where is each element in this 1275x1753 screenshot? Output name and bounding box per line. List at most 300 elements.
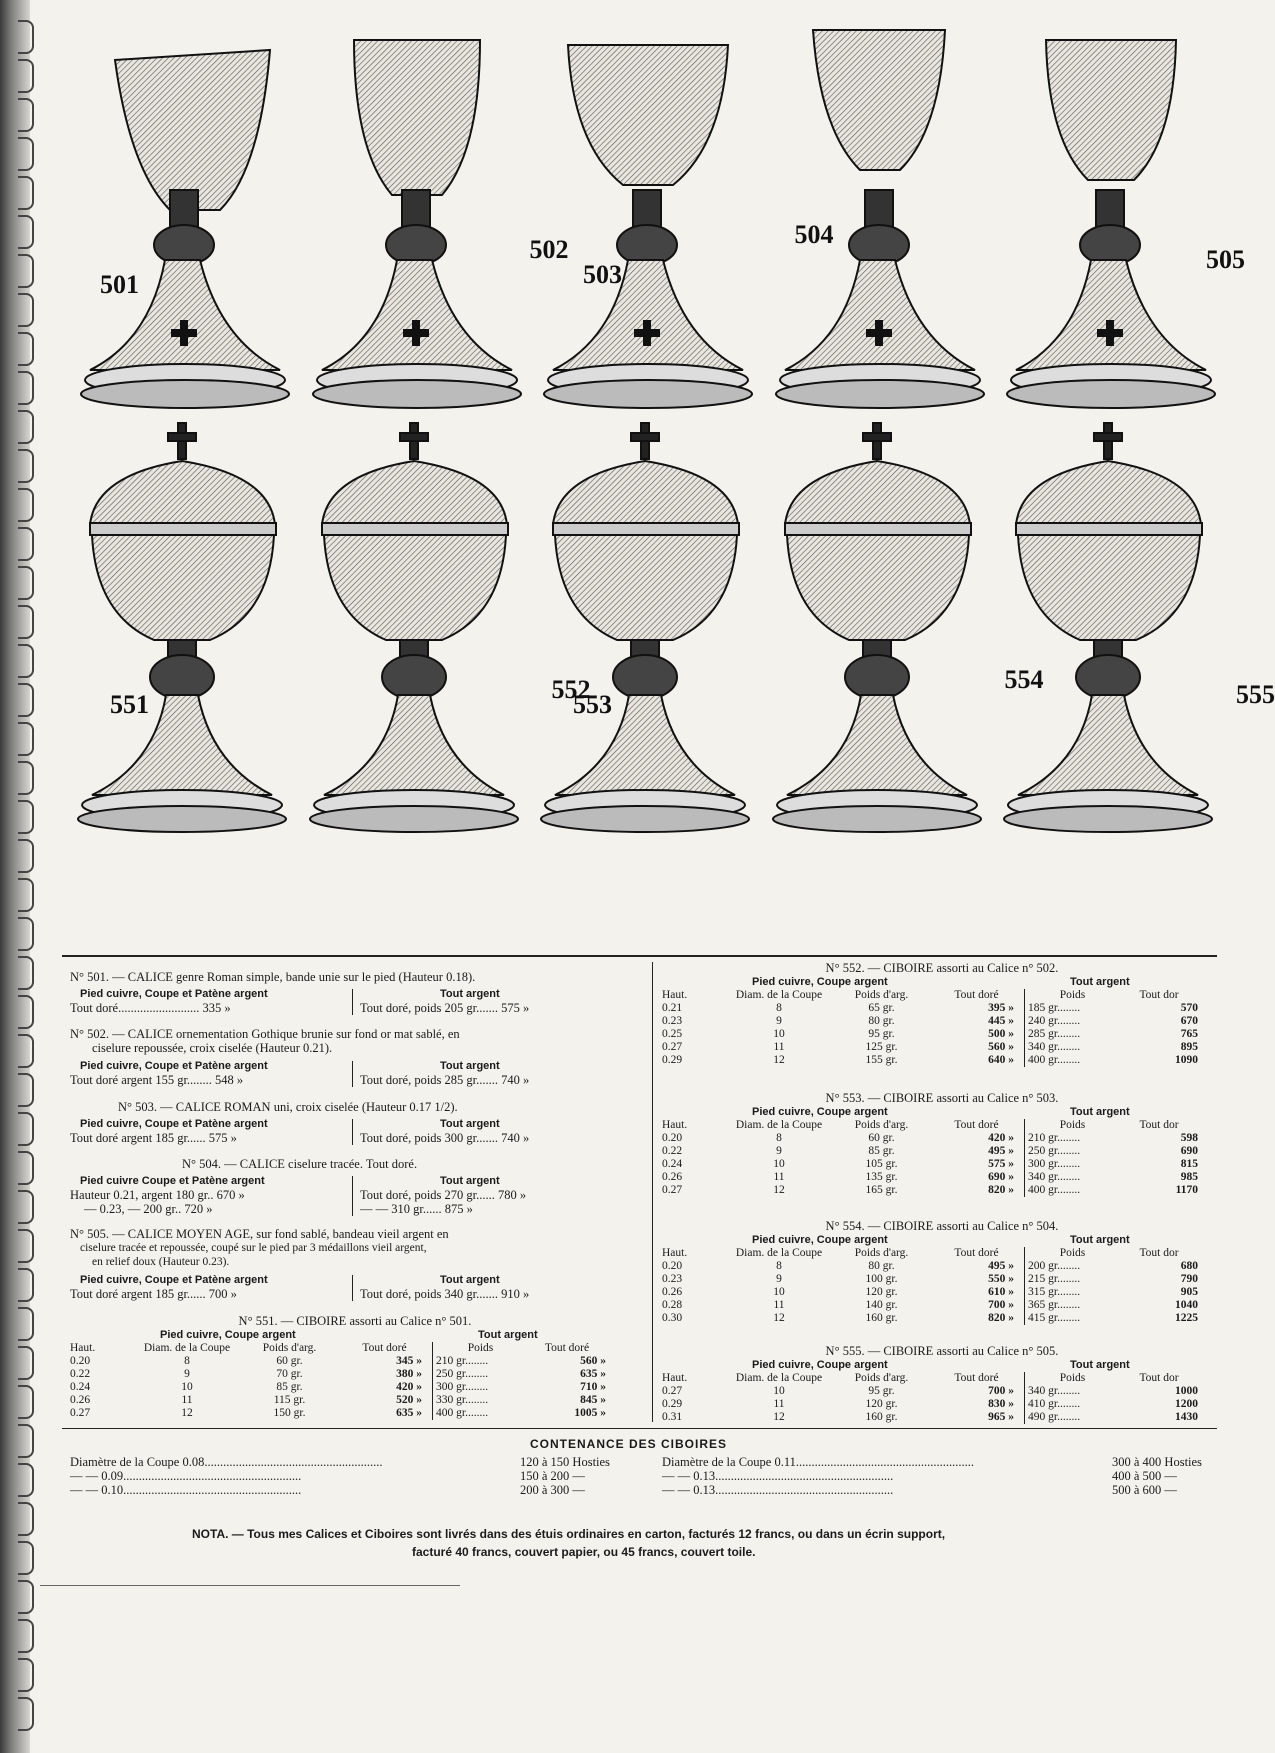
table-cell: 0.27 — [662, 1385, 683, 1397]
column-header: Diam. de la Coupe — [735, 1247, 823, 1259]
column-header: Diam. de la Coupe — [735, 989, 823, 1001]
binding-ring — [18, 410, 34, 444]
table-title: N° 555. — CIBOIRE assorti au Calice n° 505. — [825, 1344, 1059, 1358]
table-heading-right: Tout argent — [1070, 1234, 1130, 1246]
column-header: Tout dor — [1139, 1372, 1179, 1384]
binding-ring — [18, 917, 34, 951]
price-table — [70, 1342, 606, 1420]
column-header: Tout doré — [954, 1247, 999, 1259]
table-cell: 680 — [1180, 1260, 1198, 1272]
chalice-engraving — [70, 20, 294, 440]
section-rule — [62, 955, 1217, 957]
item-number: 551 — [110, 690, 149, 719]
table-cell: 0.27 — [662, 1041, 683, 1053]
table-cell: 670 — [1180, 1015, 1198, 1027]
table-cell: 8 — [776, 1002, 782, 1014]
left-price: Hauteur 0.21, argent 180 gr.. 670 » — [70, 1188, 245, 1202]
column-header: Tout dor — [1139, 989, 1179, 1001]
table-row — [662, 1260, 1198, 1273]
ciborium-engraving — [996, 415, 1220, 835]
contenance-diameter: — — 0.13......................................................... — [662, 1469, 894, 1483]
chalice-engraving — [302, 20, 526, 440]
table-cell: 0.20 — [662, 1260, 683, 1272]
table-row — [662, 1015, 1198, 1028]
chalice-illustrations — [70, 20, 1245, 440]
table-cell: 60 gr. — [868, 1132, 895, 1144]
table-title: N° 552. — CIBOIRE assorti au Calice n° 502. — [825, 961, 1059, 975]
binding-ring — [18, 644, 34, 678]
table-cell: 10 — [773, 1286, 785, 1298]
table-cell: 10 — [181, 1381, 193, 1393]
left-price-2: — 0.23, — 200 gr.. 720 » — [84, 1202, 213, 1216]
column-header: Tout doré — [954, 1119, 999, 1131]
binding-ring — [18, 722, 34, 756]
ciborium-555 — [996, 415, 1275, 840]
binding-ring — [18, 1658, 34, 1692]
table-cell: 410 gr........ — [1025, 1398, 1121, 1411]
binding-ring — [18, 878, 34, 912]
binding-ring — [18, 605, 34, 639]
column-header: Haut. — [662, 1119, 688, 1131]
table-cell: 9 — [776, 1015, 782, 1027]
table-cell: 95 gr. — [868, 1028, 895, 1040]
binding-ring — [18, 1346, 34, 1380]
binding-ring — [18, 332, 34, 366]
binding-ring — [18, 293, 34, 327]
binding-ring — [18, 137, 34, 171]
table-cell: 12 — [773, 1411, 785, 1423]
item-number: 505 — [1206, 245, 1245, 274]
table-cell: 490 gr........ — [1025, 1411, 1121, 1424]
contenance-hosts: 120 à 150 Hosties — [520, 1455, 610, 1469]
ciborium-table-555 — [662, 1345, 1222, 1424]
contenance-diameter: Diamètre de la Coupe 0.08......................................................... — [70, 1455, 383, 1469]
table-cell: 315 gr........ — [1025, 1286, 1121, 1299]
table-cell: 11 — [773, 1398, 785, 1410]
chalice-502 — [302, 20, 569, 440]
table-cell: 80 gr. — [868, 1015, 895, 1027]
table-cell: 285 gr........ — [1025, 1028, 1121, 1041]
table-cell: 820 » — [988, 1312, 1014, 1324]
column-header: Diam. de la Coupe — [735, 1372, 823, 1384]
left-heading: Pied cuivre, Coupe et Patène argent — [80, 1274, 268, 1286]
table-row — [662, 1145, 1198, 1158]
table-cell: 845 » — [580, 1394, 606, 1406]
chalice-505 — [996, 20, 1245, 440]
table-cell: 0.20 — [662, 1132, 683, 1144]
column-header: Haut. — [662, 989, 688, 1001]
column-header: Diam. de la Coupe — [143, 1342, 231, 1354]
table-cell: 0.27 — [70, 1407, 91, 1419]
ciborium-illustrations — [70, 415, 1275, 840]
binding-ring — [18, 1034, 34, 1068]
ciborium-engraving — [70, 415, 294, 835]
table-cell: 0.26 — [70, 1394, 91, 1406]
table-cell: 690 — [1180, 1145, 1198, 1157]
ciborium-table-553 — [662, 1092, 1222, 1197]
table-cell: 820 » — [988, 1184, 1014, 1196]
column-header: Poids — [1025, 1372, 1121, 1385]
left-price: Tout doré argent 185 gr...... 575 » — [70, 1131, 237, 1145]
table-row — [70, 1407, 606, 1420]
table-cell: 165 gr. — [865, 1184, 898, 1196]
ciborium-engraving — [533, 415, 757, 835]
contenance-hosts: 150 à 200 — — [520, 1469, 585, 1483]
table-cell: 420 » — [988, 1132, 1014, 1144]
table-cell: 815 — [1180, 1158, 1198, 1170]
binding-ring — [18, 176, 34, 210]
table-cell: 1430 — [1175, 1411, 1198, 1423]
table-heading-right: Tout argent — [478, 1329, 538, 1341]
column-header: Poids d'arg. — [854, 1372, 909, 1384]
entry-title: N° 502. — CALICE ornementation Gothique brunie sur fond or mat sablé, en — [70, 1027, 460, 1041]
column-header: Diam. de la Coupe — [735, 1119, 823, 1131]
table-cell: 12 — [773, 1054, 785, 1066]
binding-ring — [18, 20, 34, 54]
table-row — [662, 1286, 1198, 1299]
table-cell: 1040 — [1175, 1299, 1198, 1311]
table-cell: 570 — [1180, 1002, 1198, 1014]
contenance-title: CONTENANCE DES CIBOIRES — [530, 1437, 728, 1451]
item-number: 501 — [100, 270, 139, 299]
table-cell: 765 — [1180, 1028, 1198, 1040]
table-cell: 340 gr........ — [1025, 1171, 1121, 1184]
chalice-501 — [70, 20, 294, 440]
entry-title-continued-2: en relief doux (Hauteur 0.23). — [92, 1256, 230, 1268]
table-cell: 500 » — [988, 1028, 1014, 1040]
table-cell: 0.28 — [662, 1299, 683, 1311]
column-header: Tout doré — [954, 989, 999, 1001]
column-header: Haut. — [70, 1342, 96, 1354]
table-cell: 125 gr. — [865, 1041, 898, 1053]
table-row — [662, 1411, 1198, 1424]
table-cell: 85 gr. — [276, 1381, 303, 1393]
table-cell: 8 — [184, 1355, 190, 1367]
table-cell: 115 gr. — [273, 1394, 306, 1406]
table-cell: 0.23 — [662, 1015, 683, 1027]
table-cell: 400 gr........ — [1025, 1054, 1121, 1067]
table-cell: 0.30 — [662, 1312, 683, 1324]
table-cell: 640 » — [988, 1054, 1014, 1066]
table-cell: 240 gr........ — [1025, 1015, 1121, 1028]
table-cell: 400 gr........ — [433, 1407, 529, 1420]
table-cell: 1225 — [1175, 1312, 1198, 1324]
table-heading-left: Pied cuivre, Coupe argent — [752, 1106, 888, 1118]
ciborium-551 — [70, 415, 294, 840]
table-cell: 140 gr. — [865, 1299, 898, 1311]
table-row — [662, 1002, 1198, 1015]
left-heading: Pied cuivre, Coupe et Patène argent — [80, 1118, 268, 1130]
binding-ring — [18, 215, 34, 249]
table-cell: 155 gr. — [865, 1054, 898, 1066]
column-header: Tout dor — [1139, 1247, 1179, 1259]
table-cell: 635 » — [396, 1407, 422, 1419]
ciborium-table-554 — [662, 1220, 1222, 1325]
right-price: Tout doré, poids 340 gr....... 910 » — [360, 1287, 530, 1301]
binding-ring — [18, 995, 34, 1029]
table-cell: 150 gr. — [273, 1407, 306, 1419]
table-cell: 1200 — [1175, 1398, 1198, 1410]
table-heading-right: Tout argent — [1070, 1359, 1130, 1371]
table-cell: 495 » — [988, 1145, 1014, 1157]
table-cell: 11 — [773, 1299, 785, 1311]
table-heading-left: Pied cuivre, Coupe argent — [752, 1359, 888, 1371]
table-row — [662, 1171, 1198, 1184]
column-header: Poids d'arg. — [854, 1119, 909, 1131]
binding-ring — [18, 1229, 34, 1263]
column-header: Poids d'arg. — [854, 989, 909, 1001]
table-cell: 105 gr. — [865, 1158, 898, 1170]
table-cell: 210 gr........ — [433, 1355, 529, 1368]
table-cell: 60 gr. — [276, 1355, 303, 1367]
binding-ring — [18, 1268, 34, 1302]
table-cell: 0.26 — [662, 1286, 683, 1298]
binding-ring — [18, 1580, 34, 1614]
binding-ring — [18, 1541, 34, 1575]
table-row — [662, 1158, 1198, 1171]
table-cell: 210 gr........ — [1025, 1132, 1121, 1145]
entry-title: N° 503. — CALICE ROMAN uni, croix ciselée (Hauteur 0.17 1/2). — [118, 1100, 458, 1114]
ciborium-engraving — [302, 415, 526, 835]
table-row — [662, 1028, 1198, 1041]
table-cell: 12 — [773, 1312, 785, 1324]
ciborium-553 — [533, 415, 757, 840]
table-cell: 598 — [1180, 1132, 1198, 1144]
table-cell: 985 — [1180, 1171, 1198, 1183]
table-cell: 400 gr........ — [1025, 1184, 1121, 1197]
table-cell: 495 » — [988, 1260, 1014, 1272]
entry-title: N° 501. — CALICE genre Roman simple, bande unie sur le pied (Hauteur 0.18). — [70, 970, 476, 984]
table-cell: 0.20 — [70, 1355, 91, 1367]
binding-ring — [18, 956, 34, 990]
table-cell: 80 gr. — [868, 1260, 895, 1272]
table-title: N° 553. — CIBOIRE assorti au Calice n° 503. — [825, 1091, 1059, 1105]
column-header: Poids — [1025, 989, 1121, 1002]
price-table — [662, 1372, 1198, 1424]
column-header: Poids — [1025, 1119, 1121, 1132]
table-cell: 445 » — [988, 1015, 1014, 1027]
column-divider — [352, 1275, 353, 1301]
entry-title: N° 504. — CALICE ciselure tracée. Tout doré. — [182, 1157, 418, 1171]
contenance-hosts: 500 à 600 — — [1112, 1483, 1177, 1497]
table-cell: 395 » — [988, 1002, 1014, 1014]
table-cell: 300 gr........ — [1025, 1158, 1121, 1171]
binding-ring — [18, 1619, 34, 1653]
binding-ring — [18, 1151, 34, 1185]
item-number: 503 — [583, 260, 622, 289]
table-cell: 135 gr. — [865, 1171, 898, 1183]
right-heading: Tout argent — [440, 1274, 500, 1286]
table-title: N° 551. — CIBOIRE assorti au Calice n° 501. — [238, 1314, 472, 1328]
table-cell: 160 gr. — [865, 1411, 898, 1423]
binding-ring — [18, 488, 34, 522]
table-cell: 70 gr. — [276, 1368, 303, 1380]
item-number: 553 — [573, 690, 612, 719]
contenance-hosts: 200 à 300 — — [520, 1483, 585, 1497]
table-row — [662, 1041, 1198, 1054]
table-cell: 100 gr. — [865, 1273, 898, 1285]
table-cell: 85 gr. — [868, 1145, 895, 1157]
table-cell: 710 » — [580, 1381, 606, 1393]
ciborium-554 — [765, 415, 1044, 840]
table-cell: 120 gr. — [865, 1398, 898, 1410]
table-cell: 120 gr. — [865, 1286, 898, 1298]
table-heading-right: Tout argent — [1070, 976, 1130, 988]
left-price: Tout doré argent 155 gr........ 548 » — [70, 1073, 244, 1087]
table-cell: 65 gr. — [868, 1002, 895, 1014]
table-row — [662, 1132, 1198, 1145]
contenance-diameter: Diamètre de la Coupe 0.11......................................................... — [662, 1455, 974, 1469]
table-row — [70, 1355, 606, 1368]
table-cell: 560 » — [988, 1041, 1014, 1053]
table-cell: 0.26 — [662, 1171, 683, 1183]
contenance-hosts: 400 à 500 — — [1112, 1469, 1177, 1483]
table-row — [662, 1273, 1198, 1286]
chalice-engraving — [996, 20, 1220, 440]
column-header: Poids d'arg. — [262, 1342, 317, 1354]
column-divider — [352, 989, 353, 1015]
table-cell: 250 gr........ — [433, 1368, 529, 1381]
table-cell: 610 » — [988, 1286, 1014, 1298]
table-cell: 200 gr........ — [1025, 1260, 1121, 1273]
left-heading: Pied cuivre, Coupe et Patène argent — [80, 1060, 268, 1072]
binding-ring — [18, 1190, 34, 1224]
table-row — [662, 1385, 1198, 1398]
right-price: Tout doré, poids 270 gr...... 780 » — [360, 1188, 527, 1202]
table-cell: 0.29 — [662, 1398, 683, 1410]
binding-ring — [18, 1307, 34, 1341]
column-divider — [352, 1061, 353, 1087]
table-cell: 0.24 — [662, 1158, 683, 1170]
contenance-diameter: — — 0.13......................................................... — [662, 1483, 894, 1497]
column-header: Tout dor — [1139, 1119, 1179, 1131]
table-cell: 0.23 — [662, 1273, 683, 1285]
binding-ring — [18, 1385, 34, 1419]
table-cell: 11 — [181, 1394, 193, 1406]
table-cell: 0.21 — [662, 1002, 683, 1014]
binding-ring — [18, 800, 34, 834]
entry-title-continued: ciselure tracée et repoussée, coupé sur le pied par 3 médaillons vieil argent, — [80, 1242, 427, 1254]
table-cell: 635 » — [580, 1368, 606, 1380]
table-cell: 0.27 — [662, 1184, 683, 1196]
table-cell: 895 — [1180, 1041, 1198, 1053]
right-heading: Tout argent — [440, 1060, 500, 1072]
table-cell: 340 gr........ — [1025, 1385, 1121, 1398]
right-heading: Tout argent — [440, 1118, 500, 1130]
table-cell: 1170 — [1175, 1184, 1198, 1196]
binding-ring — [18, 683, 34, 717]
table-cell: 8 — [776, 1260, 782, 1272]
left-price: Tout doré argent 185 gr...... 700 » — [70, 1287, 237, 1301]
right-heading: Tout argent — [440, 988, 500, 1000]
table-row — [662, 1299, 1198, 1312]
contenance-diameter: — — 0.10......................................................... — [70, 1483, 302, 1497]
binding-ring — [18, 1073, 34, 1107]
table-cell: 0.29 — [662, 1054, 683, 1066]
table-cell: 790 — [1180, 1273, 1198, 1285]
binding-ring — [18, 1502, 34, 1536]
table-cell: 160 gr. — [865, 1312, 898, 1324]
table-cell: 520 » — [396, 1394, 422, 1406]
column-header: Poids — [433, 1342, 529, 1355]
table-heading-left: Pied cuivre, Coupe argent — [160, 1329, 296, 1341]
binding-ring — [18, 761, 34, 795]
column-header: Poids — [1025, 1247, 1121, 1260]
right-price: Tout doré, poids 285 gr....... 740 » — [360, 1073, 530, 1087]
chalice-503 — [533, 20, 757, 440]
entry-title: N° 505. — CALICE MOYEN AGE, sur fond sablé, bandeau vieil argent en — [70, 1227, 449, 1241]
table-cell: 1090 — [1175, 1054, 1198, 1066]
table-cell: 9 — [776, 1145, 782, 1157]
table-row — [662, 1398, 1198, 1411]
table-cell: 330 gr........ — [433, 1394, 529, 1407]
binding-ring — [18, 1112, 34, 1146]
table-cell: 560 » — [580, 1355, 606, 1367]
table-cell: 690 » — [988, 1171, 1014, 1183]
binding-ring — [18, 371, 34, 405]
table-cell: 9 — [184, 1368, 190, 1380]
table-cell: 11 — [773, 1041, 785, 1053]
table-cell: 12 — [181, 1407, 193, 1419]
table-heading-left: Pied cuivre, Coupe argent — [752, 1234, 888, 1246]
table-row — [662, 1184, 1198, 1197]
price-table — [662, 1247, 1198, 1325]
item-number: 555 — [1236, 680, 1275, 709]
ciborium-table-552 — [662, 962, 1222, 1067]
item-number: 554 — [1004, 665, 1044, 694]
table-cell: 8 — [776, 1132, 782, 1144]
binding-ring — [18, 98, 34, 132]
ciborium-table-551 — [70, 1315, 640, 1420]
right-heading: Tout argent — [440, 1175, 500, 1187]
binding-ring — [18, 527, 34, 561]
nota-line-2: facturé 40 francs, couvert papier, ou 45 francs, couvert toile. — [412, 1545, 756, 1559]
column-header: Haut. — [662, 1372, 688, 1384]
table-row — [662, 1054, 1198, 1067]
item-number: 552 — [551, 675, 591, 704]
price-table — [662, 989, 1198, 1067]
column-divider — [352, 1119, 353, 1145]
column-header: Tout doré — [362, 1342, 407, 1354]
chalice-engraving — [533, 20, 757, 440]
left-heading: Pied cuivre Coupe et Patène argent — [80, 1175, 265, 1187]
chalice-504 — [765, 20, 989, 440]
table-cell: 830 » — [988, 1398, 1014, 1410]
column-divider — [352, 1176, 353, 1216]
binding-ring — [18, 566, 34, 600]
table-cell: 0.22 — [70, 1368, 91, 1380]
table-cell: 1000 — [1175, 1385, 1198, 1397]
table-cell: 550 » — [988, 1273, 1014, 1285]
section-rule — [62, 1428, 1217, 1429]
binding-ring — [18, 254, 34, 288]
binding-ring — [18, 1697, 34, 1731]
table-cell: 905 — [1180, 1286, 1198, 1298]
page-column-divider — [652, 962, 653, 1422]
column-header: Haut. — [662, 1247, 688, 1259]
table-cell: 11 — [773, 1171, 785, 1183]
table-heading-left: Pied cuivre, Coupe argent — [752, 976, 888, 988]
table-cell: 415 gr........ — [1025, 1312, 1121, 1325]
table-row — [662, 1312, 1198, 1325]
entry-title-continued: ciselure repoussée, croix ciselée (Hauteur 0.21). — [92, 1041, 333, 1055]
right-price: Tout doré, poids 300 gr....... 740 » — [360, 1131, 530, 1145]
table-cell: 9 — [776, 1273, 782, 1285]
table-cell: 10 — [773, 1158, 785, 1170]
column-header: Poids d'arg. — [854, 1247, 909, 1259]
table-cell: 0.31 — [662, 1411, 683, 1423]
table-cell: 10 — [773, 1028, 785, 1040]
